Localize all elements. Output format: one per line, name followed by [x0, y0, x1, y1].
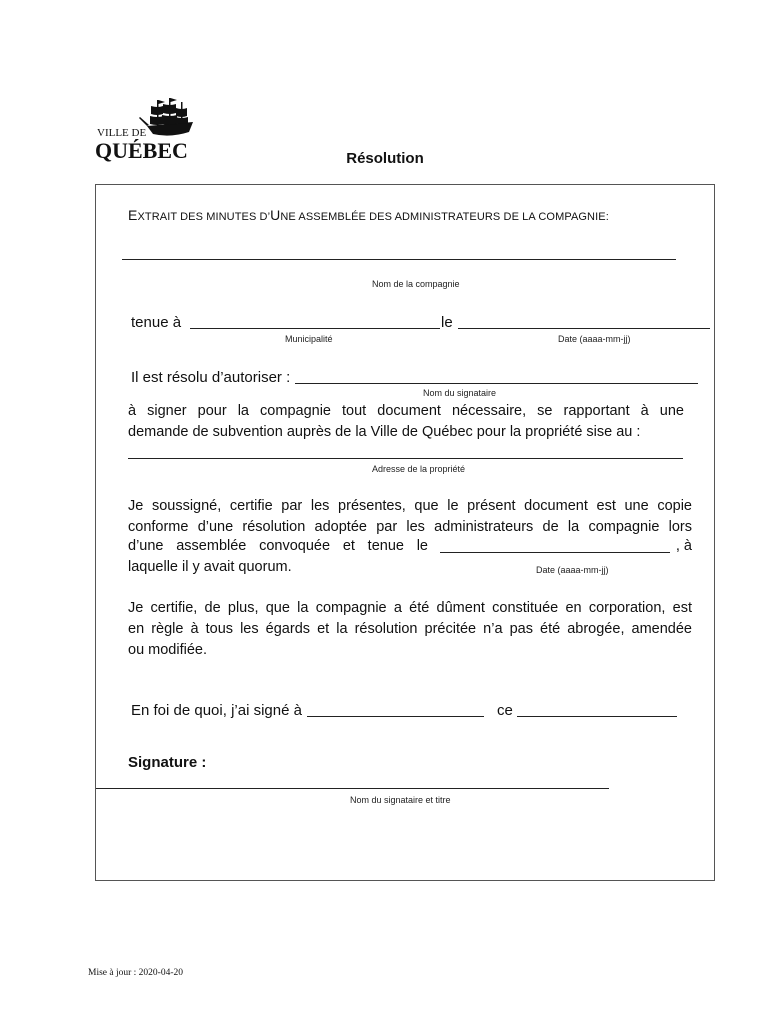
date-field-1[interactable] — [458, 328, 710, 329]
property-address-caption: Adresse de la propriété — [372, 464, 466, 474]
held-on-label: le — [441, 314, 453, 331]
certify-paragraph-2 — [128, 598, 692, 661]
certify1-line-3-end: , à — [675, 538, 692, 554]
footer-updated: Mise à jour : 2020-04-20 — [88, 968, 183, 978]
held-at-label: tenue à — [131, 314, 182, 331]
signature-label: Signature : — [128, 754, 207, 771]
heading-text-1: XTRAIT DES MINUTES D — [137, 211, 268, 223]
company-name-caption: Nom de la compagnie — [372, 279, 460, 289]
municipality-caption: Municipalité — [285, 334, 333, 344]
signatory-name-title-caption: Nom du signataire et titre — [350, 795, 451, 805]
certify-paragraph-1 — [128, 496, 692, 538]
municipality-field[interactable] — [190, 328, 440, 329]
signature-field[interactable] — [96, 788, 609, 789]
heading-colon: : — [605, 211, 609, 223]
heading-letter-1: E — [128, 207, 138, 223]
certify2-line-2: en règle à tous les égards et la résolution précitée n’a pas été abrogée, amendée — [128, 621, 692, 637]
authorize-paragraph — [128, 401, 684, 443]
authorize-line-1: à signer pour la compagnie tout document nécessaire, se rapportant à une — [128, 403, 684, 419]
authorize-line-2: demande de subvention auprès de la Ville de Québec pour la propriété sise au : — [128, 424, 641, 440]
certify2-line-3: ou modifiée. — [128, 642, 207, 658]
certify1-line-2: conforme d’une résolution adoptée par les administrateurs de la compagnie lors — [128, 519, 692, 535]
certify1-line-3-start: d’une assemblée convoquée et tenue le — [128, 538, 428, 554]
signatory-name-caption: Nom du signataire — [423, 388, 497, 398]
certify2-line-1: Je certifie, de plus, que la compagnie a été dûment constituée en corporation, est — [128, 600, 692, 616]
signed-place-field[interactable] — [307, 716, 484, 717]
resolved-label: Il est résolu d’autoriser : — [131, 369, 291, 386]
date-caption-2: Date (aaaa-mm-jj) — [536, 565, 609, 575]
form-heading — [128, 207, 609, 223]
logo-text-ville-de: VILLE DE — [97, 127, 147, 139]
heading-text-2: NE ASSEMBLÉE DES ADMINISTRATEURS DE LA COMPAGNIE — [280, 211, 606, 223]
heading-apostrophe: ’ — [267, 211, 271, 223]
company-name-field[interactable] — [122, 259, 676, 260]
signatory-name-field[interactable] — [295, 383, 698, 384]
heading-letter-2: U — [270, 207, 281, 223]
certify1-line-4: laquelle il y avait quorum. — [128, 559, 292, 575]
signed-date-field[interactable] — [517, 716, 677, 717]
logo-text-quebec: QUÉBEC — [95, 138, 188, 162]
date-caption-1: Date (aaaa-mm-jj) — [558, 334, 631, 344]
signed-at-label: En foi de quoi, j’ai signé à — [131, 702, 302, 719]
page-title: Résolution — [346, 150, 424, 167]
signed-on-label: ce — [497, 702, 513, 719]
property-address-field[interactable] — [128, 458, 683, 459]
certify1-line-1: Je soussigné, certifie par les présentes, que le présent document est une copie — [128, 498, 692, 514]
assembly-date-field[interactable] — [440, 552, 670, 553]
